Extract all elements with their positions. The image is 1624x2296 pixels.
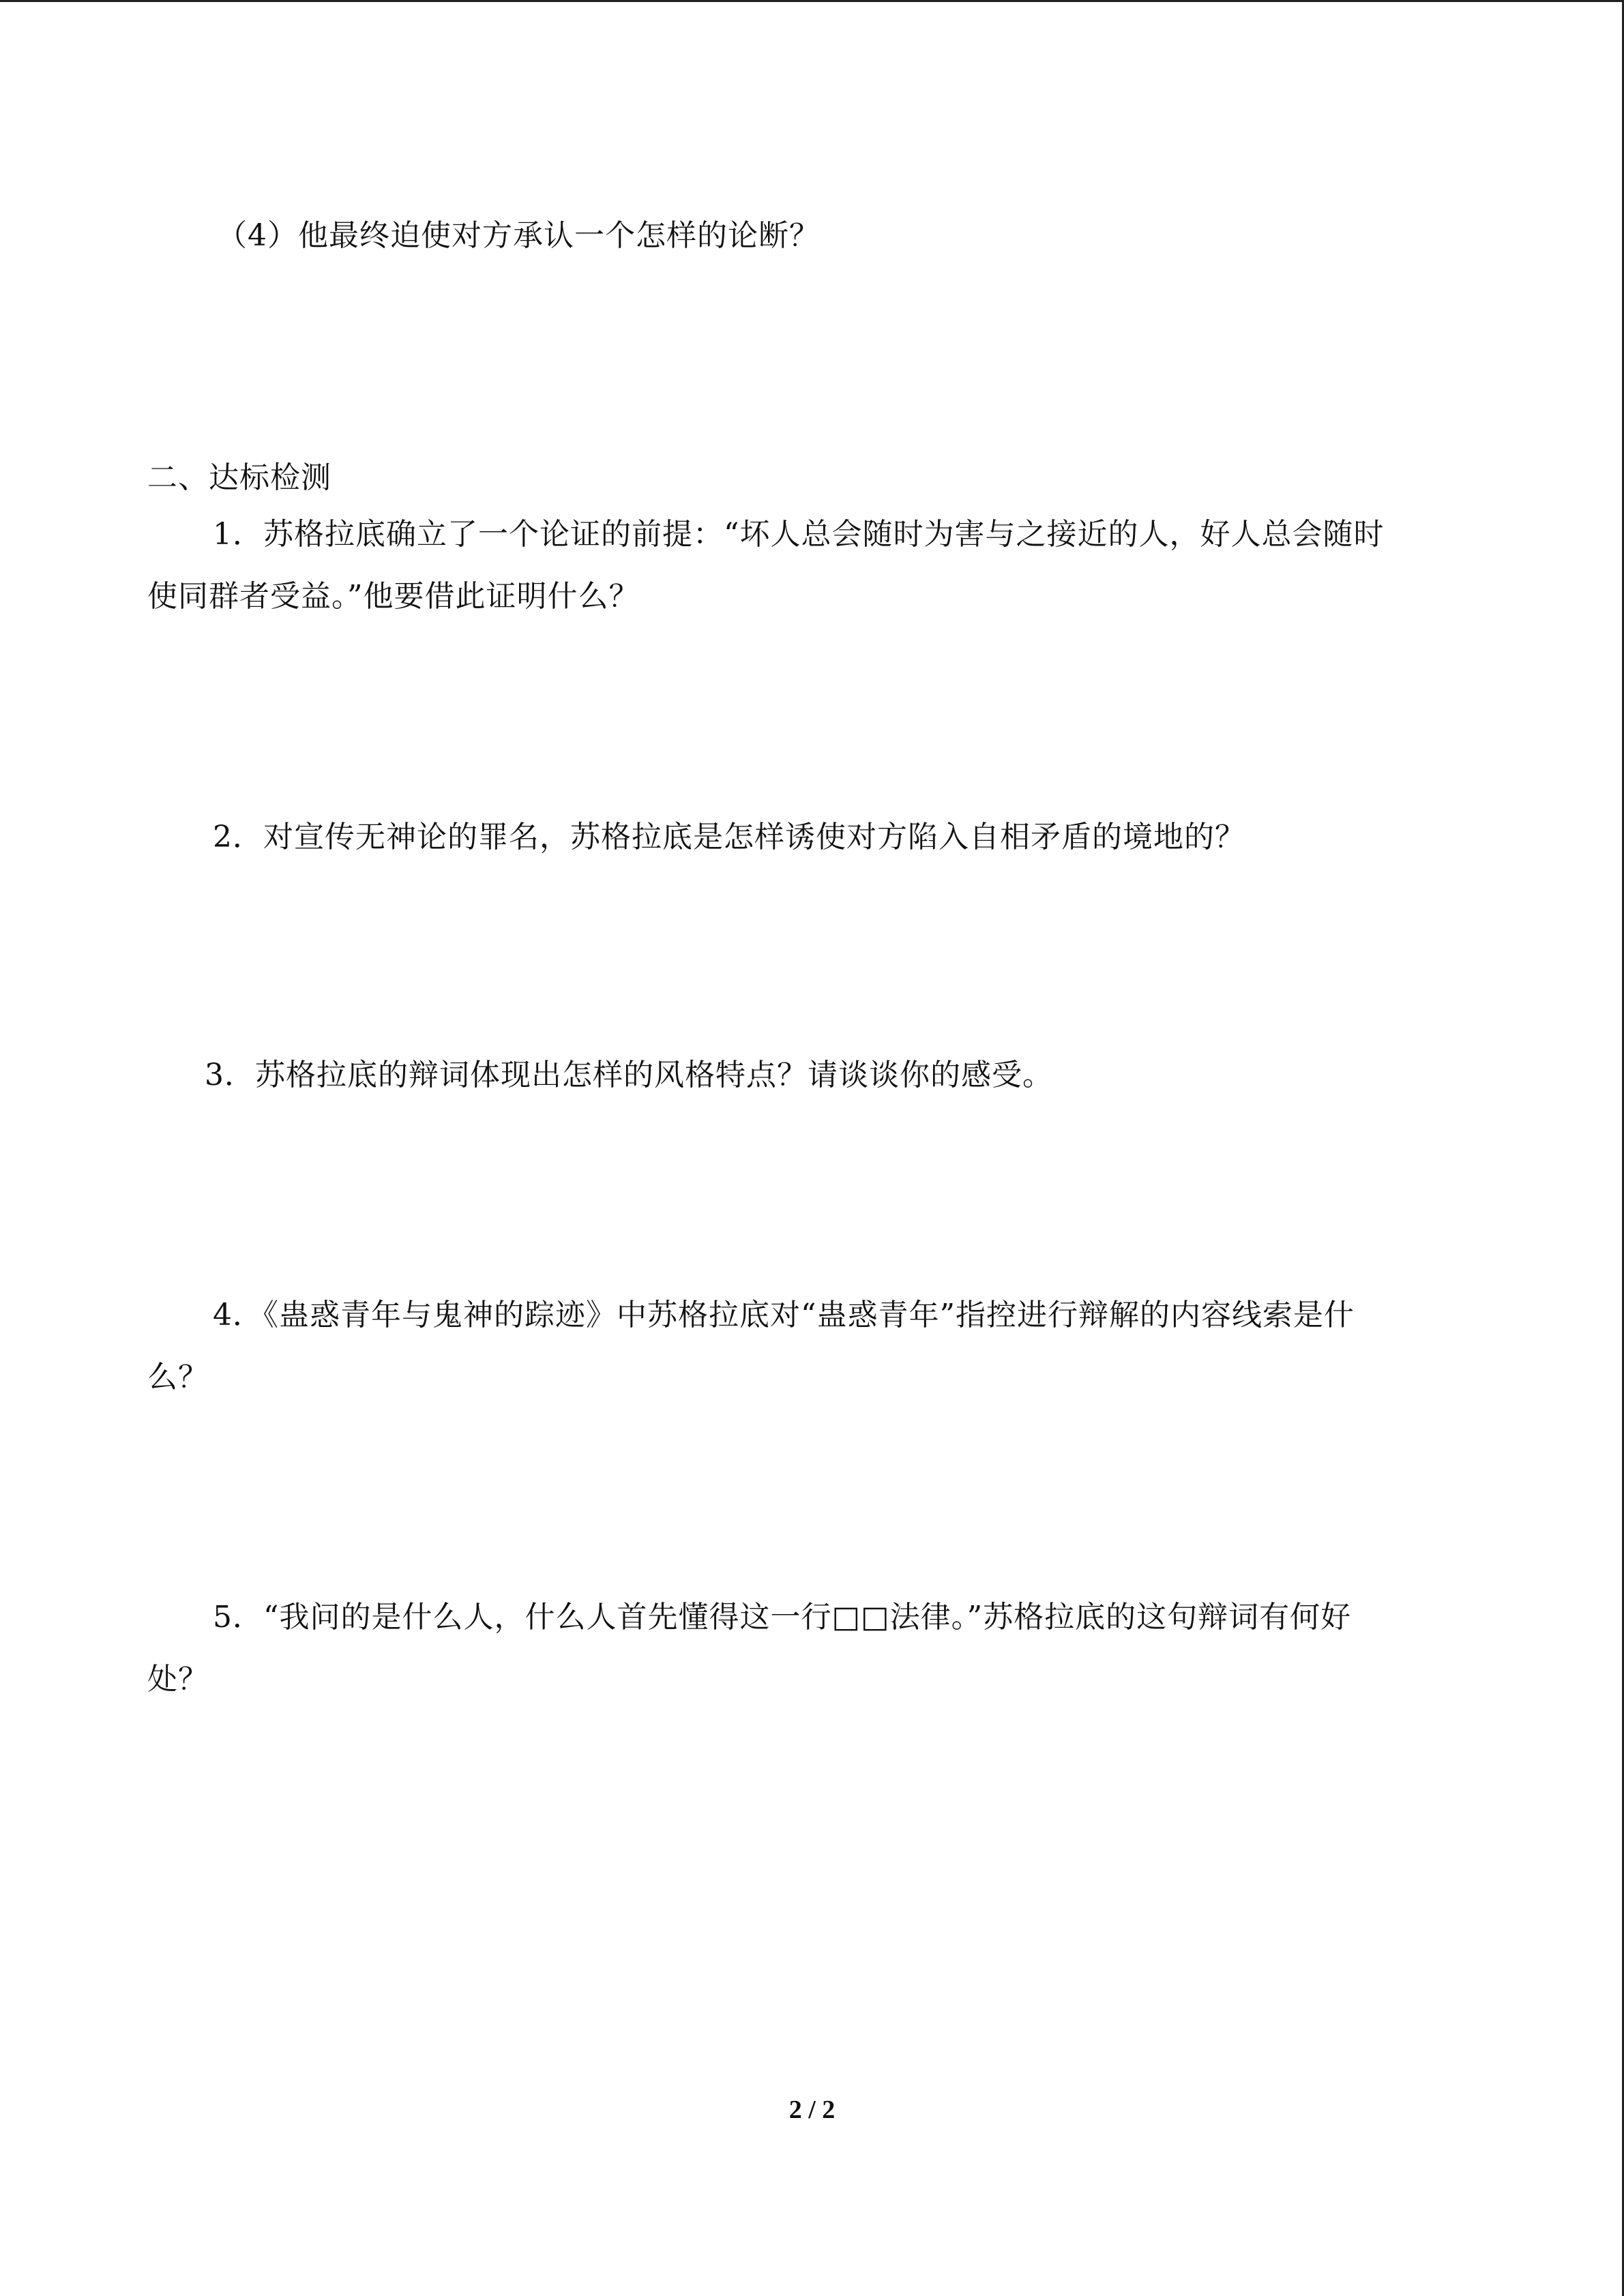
question-3: 3．苏格拉底的辩词体现出怎样的风格特点？请谈谈你的感受。: [205, 1058, 1053, 1092]
question-4-subquestion: （4）他最终迫使对方承认一个怎样的论断？: [217, 218, 820, 253]
question-4-line-2: 么？: [147, 1360, 209, 1395]
page-number: 2 / 2: [788, 2096, 836, 2124]
page-top-border: [0, 0, 1624, 2]
question-5-line-2: 处？: [147, 1662, 209, 1697]
question-2: 2．对宣传无神论的罪名，苏格拉底是怎样诱使对方陷入自相矛盾的境地的？: [213, 820, 1245, 854]
section-title: 二、达标检测: [147, 460, 331, 495]
question-1-line-2: 使同群者受益。”他要借此证明什么？: [147, 579, 640, 614]
question-1-line-1: 1．苏格拉底确立了一个论证的前提：“坏人总会随时为害与之接近的人，好人总会随时: [213, 517, 1385, 552]
question-4-line-1: 4．《蛊惑青年与鬼神的踪迹》中苏格拉底对“蛊惑青年”指控进行辩解的内容线索是什: [213, 1298, 1355, 1332]
question-5-line-1: 5．“我问的是什么人，什么人首先懂得这一行□□法律。”苏格拉底的这句辩词有何好: [213, 1600, 1352, 1635]
